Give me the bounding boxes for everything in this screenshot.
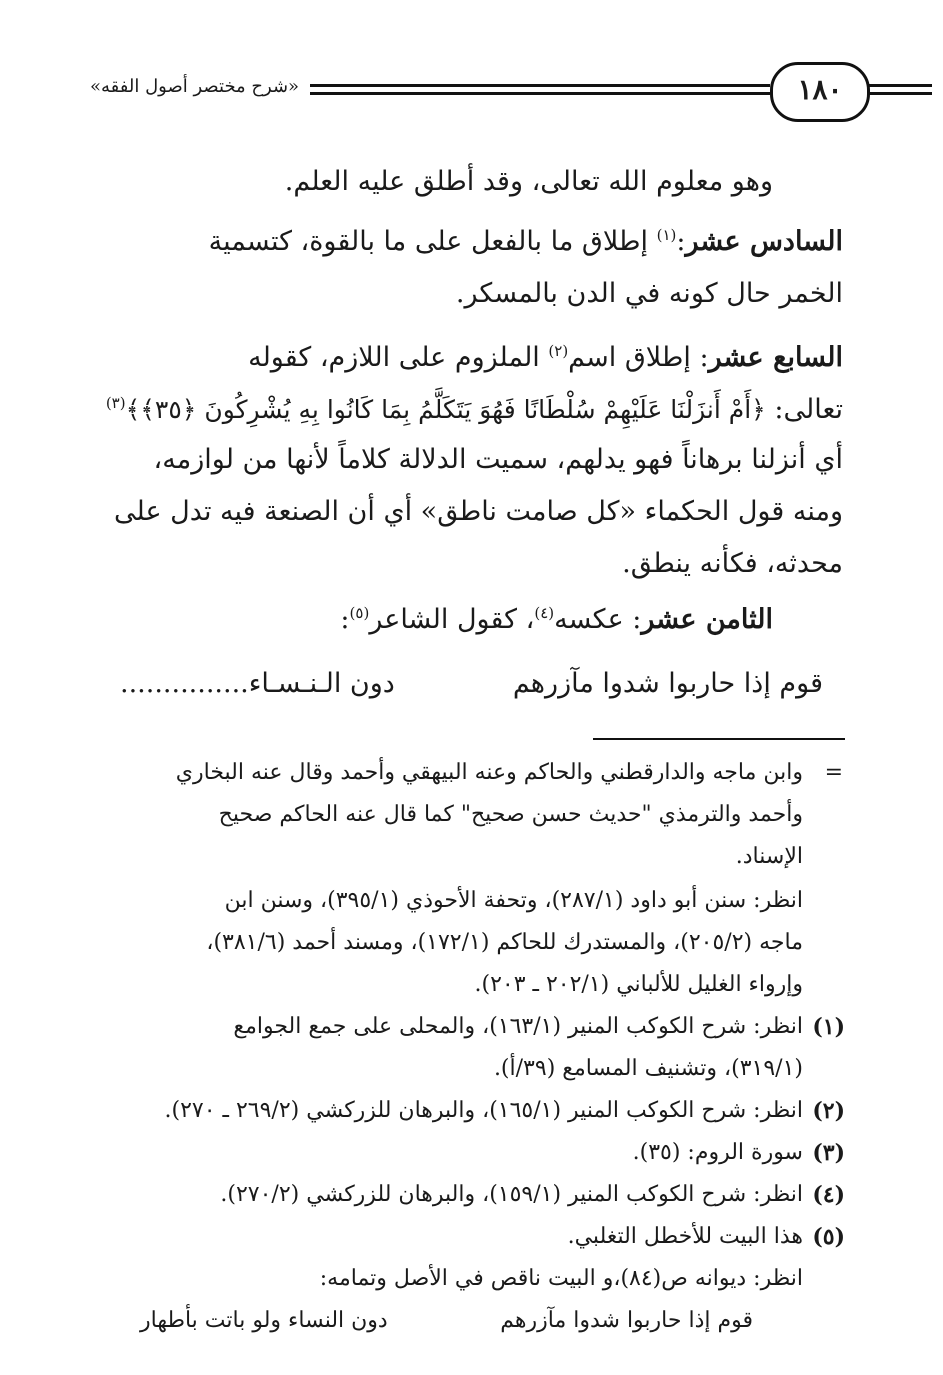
paragraph-3-line-5: محدثه، فكأنه ينطق. <box>622 548 843 579</box>
footnote-5-line-1: هذا البيت للأخطل التغلبي. <box>567 1224 803 1249</box>
header-rule-top <box>310 84 770 87</box>
verse-second-hemistich: دون الـنـسـاء............... <box>120 668 395 699</box>
paragraph-1: وهو معلوم الله تعالى، وقد أطلق عليه العلم. <box>284 166 773 197</box>
footnote-continuation-line-3: الإسناد. <box>735 844 803 869</box>
footnote-continuation-line-1: وابن ماجه والدارقطني والحاكم وعنه البيهقي وأحمد وقال عنه البخاري <box>175 760 803 785</box>
footnote-5-line-2: انظر: ديوانه ص(٨٤)،و البيت ناقص في الأصل وتمامه: <box>319 1266 803 1291</box>
paragraph-2-line-1: السادس عشر:$^{(١)}$ إطلاق ما بالفعل على ما بالقوة، كتسمية <box>208 226 843 257</box>
footnote-3-line-1: سورة الروم: (٣٥). <box>632 1140 803 1165</box>
footnote-1-line-1: انظر: شرح الكوكب المنير (١٦٣/١)، والمحلى على جمع الجوامع <box>233 1014 803 1039</box>
paragraph-2-text: إطلاق ما بالفعل على ما بالقوة، كتسمية <box>208 226 648 257</box>
footnote-continuation-line-6: وإرواء الغليل للألباني (٢٠٢/١ ـ ٢٠٣). <box>474 972 803 997</box>
footnote-2-line-1: انظر: شرح الكوكب المنير (١٦٥/١)، والبرهان للزركشي (٢٦٩/٢ ـ ٢٧٠). <box>164 1098 803 1123</box>
paragraph-3-line-2: تعالى: ﴿أَمْ أَنزَلْنَا عَلَيْهِمْ سُلْطَانًا فَهُوَ يَتَكَلَّمُ بِمَا كَانُوا بِهِ يُشْرِكُونَ ﴿٣٥﴾﴾$^{(٣)}$ <box>105 394 843 425</box>
page-header <box>90 62 860 128</box>
footnote-5-verse-first: قوم إذا حاربوا شدوا مآزرهم <box>500 1308 753 1333</box>
footnote-ref-4[interactable]: (٤) <box>534 604 555 622</box>
footnote-ref-1[interactable]: (١) <box>656 226 677 244</box>
page-number: ١٨٠ <box>797 73 843 106</box>
header-rule-right-bottom <box>862 92 932 95</box>
book-title: «شرح مختصر أصول الفقه» <box>90 76 300 97</box>
paragraph-3-line-1: السابع عشر: إطلاق اسم$^{(٢)}$ الملزوم على اللازم، كقوله <box>248 342 843 373</box>
paragraph-3-line-3: أي أنزلنا برهاناً فهو يدلهم، سميت الدلالة كلاماً لأنها من لوازمه، <box>153 444 843 475</box>
footnote-continuation-marker: = <box>824 760 843 785</box>
paragraph-2-line-2: الخمر حال كونه في الدن بالمسكر. <box>455 278 843 309</box>
footnote-continuation-line-4: انظر: سنن أبو داود (٢٨٧/١)، وتحفة الأحوذي (٣٩٥/١)، وسنن ابن <box>224 888 803 913</box>
heading-seventeenth: السابع عشر <box>708 342 843 373</box>
footnote-4-line-1: انظر: شرح الكوكب المنير (١٥٩/١)، والبرهان للزركشي (٢٧٠/٢). <box>220 1182 803 1207</box>
footnote-1-number: (١) <box>812 1014 845 1040</box>
page-number-frame <box>770 62 870 122</box>
footnote-5-verse-second: دون النساء ولو باتت بأطهار <box>140 1308 388 1333</box>
footnote-ref-2[interactable]: (٢) <box>548 342 569 360</box>
paragraph-4: الثامن عشر: عكسه$^{(٤)}$، كقول الشاعر$^{(٥)}$: <box>340 604 773 635</box>
footnote-ref-5[interactable]: (٥) <box>349 604 370 622</box>
heading-sixteenth: السادس عشر <box>685 226 843 257</box>
footnote-3-number: (٣) <box>812 1140 845 1166</box>
footnote-continuation-line-5: ماجه (٢٠٥/٢)، والمستدرك للحاكم (١٧٢/١)، ومسند أحمد (٣٨١/٦)، <box>206 930 803 955</box>
footnote-continuation-line-2: وأحمد والترمذي "حديث حسن صحيح" كما قال عنه الحاكم صحيح <box>218 802 803 827</box>
footnote-separator <box>593 738 845 740</box>
footnote-5-number: (٥) <box>812 1224 845 1250</box>
heading-eighteenth: الثامن عشر <box>641 604 773 635</box>
header-rule-bottom <box>310 92 770 95</box>
footnote-ref-3[interactable]: (٣) <box>105 394 126 412</box>
footnote-1-line-2: (٣١٩/١)، وتشنيف المسامع (٣٩/أ). <box>493 1056 803 1081</box>
quran-verse: ﴿أَمْ أَنزَلْنَا عَلَيْهِمْ سُلْطَانًا فَهُوَ يَتَكَلَّمُ بِمَا كَانُوا بِهِ يُشْرِكُونَ ﴿٣٥﴾﴾ <box>125 395 766 424</box>
footnote-4-number: (٤) <box>812 1182 845 1208</box>
header-rule-right-top <box>862 84 932 87</box>
footnote-2-number: (٢) <box>812 1098 845 1124</box>
paragraph-3-line-4: ومنه قول الحكماء «كل صامت ناطق» أي أن الصنعة فيه تدل على <box>114 496 843 527</box>
verse-first-hemistich: قوم إذا حاربوا شدوا مآزرهم <box>512 668 823 699</box>
